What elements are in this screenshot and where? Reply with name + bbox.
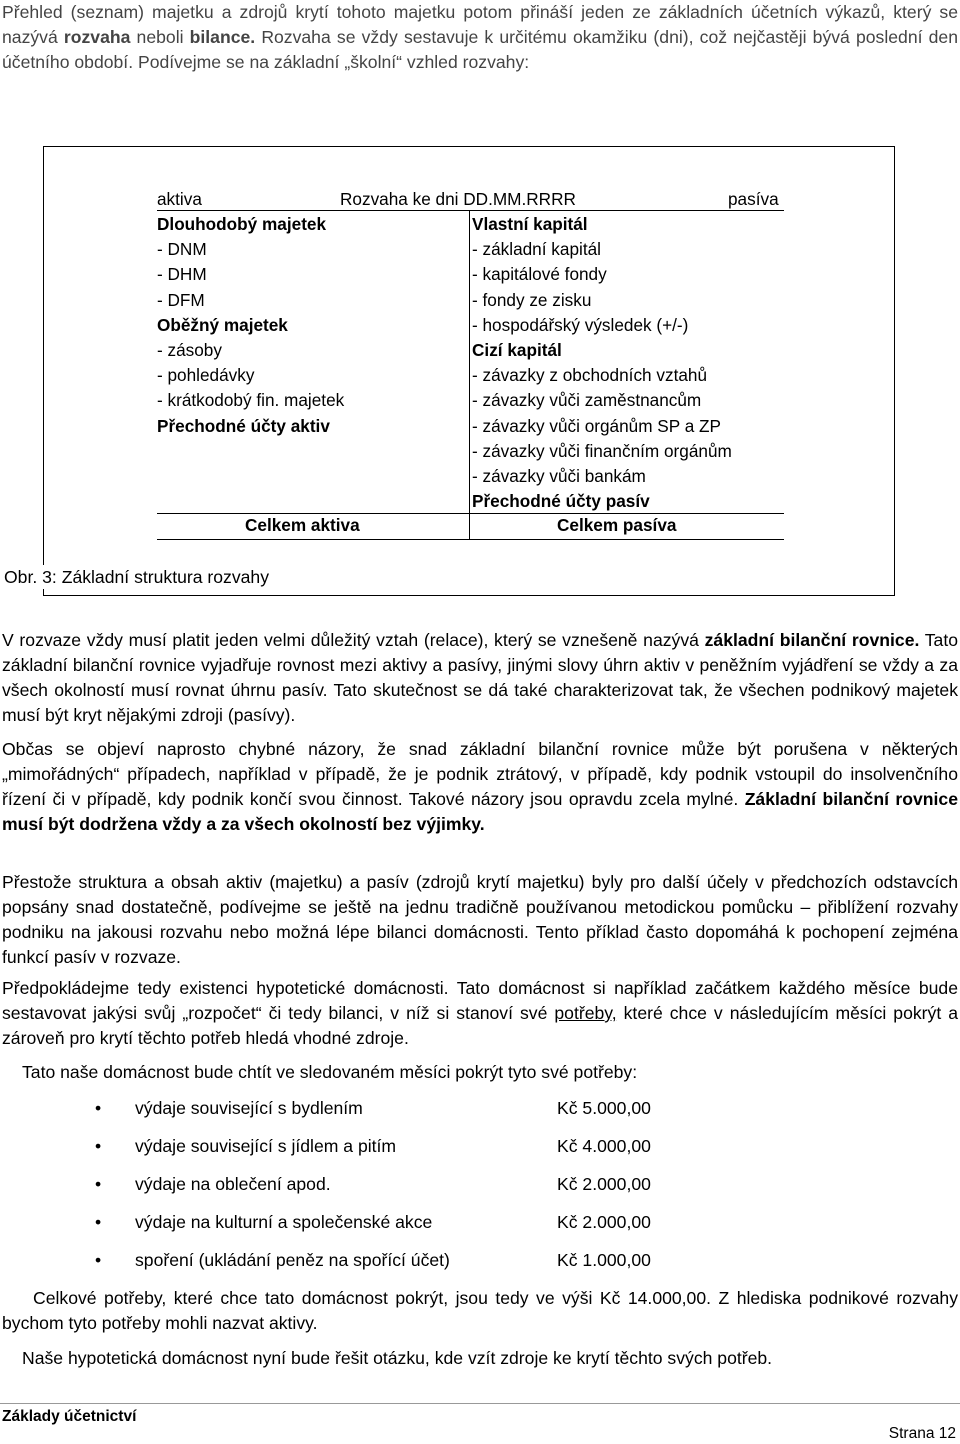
paragraph-sources-question: Naše hypotetická domácnost nyní bude řešit otázku, kde vzít zdroje ke krytí těchto svých potřeb.: [22, 1348, 773, 1368]
liability-item: - kapitálové fondy: [472, 264, 607, 285]
asset-item: - DFM: [157, 289, 205, 310]
footer-title: Základy účetnictví: [2, 1408, 137, 1425]
asset-item: - zásoby: [157, 340, 222, 360]
need-amount: Kč 2.000,00: [557, 1212, 651, 1232]
asset-item: Dlouhodobý majetek: [157, 214, 327, 234]
intro-text-3: Rozvaha se vždy sestavuje k určitému okamžiku (dni), což nejčastěji bývá poslední den účetního období. Podívejme se na základní „školní“ vzhled rozvahy:: [2, 27, 959, 72]
liability-item: - závazky vůči bankám: [472, 466, 646, 486]
asset-item: - pohledávky: [157, 365, 255, 386]
need-label: výdaje související s jídlem a pitím: [135, 1136, 397, 1156]
paragraph-hypothetical-household: [2, 976, 958, 1051]
paragraph-balance-equation: [2, 628, 958, 728]
bullet-icon: •: [95, 1098, 102, 1118]
asset-item: - DNM: [157, 239, 207, 260]
paragraph-misconceptions: [2, 737, 958, 837]
balance-sheet-divider: [469, 210, 470, 540]
liability-item: - závazky vůči orgánům SP a ZP: [472, 415, 722, 436]
page-number: Strana 12: [888, 1425, 956, 1442]
bullet-icon: •: [95, 1212, 102, 1232]
balance-sheet-top-rule: [157, 210, 784, 211]
liability-item: - fondy ze zisku: [472, 289, 592, 310]
need-amount: Kč 2.000,00: [557, 1174, 651, 1194]
p4-underlined-needs: potřeby,: [554, 1003, 617, 1023]
intro-bold-bilance: bilance.: [189, 27, 256, 47]
liability-item: - závazky vůči finančním orgánům: [472, 440, 732, 461]
bullet-icon: •: [95, 1174, 102, 1194]
total-liabilities: Celkem pasíva: [557, 515, 677, 535]
liability-item: - závazky z obchodních vztahů: [472, 365, 708, 386]
need-amount: Kč 5.000,00: [557, 1098, 651, 1118]
figure-caption: Obr. 3: Základní struktura rozvahy: [4, 565, 273, 589]
asset-item: - krátkodobý fin. majetek: [157, 390, 345, 411]
balance-sheet-right-head: pasíva: [728, 189, 779, 209]
intro-bold-rozvaha: rozvaha: [63, 27, 131, 47]
liability-item: - hospodářský výsledek (+/-): [472, 314, 689, 335]
paragraph-needs-intro: Tato naše domácnost bude chtít ve sledovaném měsíci pokrýt tyto své potřeby:: [22, 1062, 638, 1082]
paragraph-total-needs: Celkové potřeby, které chce tato domácnost pokrýt, jsou tedy ve výši Kč 14.000,00. Z hlediska podnikové rozvahy bychom tyto potřeby mohli nazvat aktivy.: [2, 1288, 958, 1333]
balance-sheet-left-head: aktiva: [157, 189, 202, 209]
need-label: spoření (ukládání peněz na spořící účet): [135, 1250, 450, 1270]
liability-item: Cizí kapitál: [472, 340, 562, 360]
liability-item: - závazky vůči zaměstnancům: [472, 390, 702, 411]
p4-text-b: které chce v následujícím měsíci pokrýt a zároveň pro krytí těchto potřeb hledá vhodné zdroje.: [2, 1003, 958, 1048]
intro-text-1: Přehled (seznam) majetku a zdrojů krytí tohoto majetku potom přináší jeden ze základních účetních výkazů, který se nazývá: [2, 2, 958, 47]
footer-rule: [0, 1403, 960, 1404]
balance-sheet-title: Rozvaha ke dni DD.MM.RRRR: [340, 189, 576, 209]
need-label: výdaje na oblečení apod.: [135, 1174, 331, 1194]
need-label: výdaje na kulturní a společenské akce: [135, 1212, 433, 1232]
asset-item: - DHM: [157, 264, 207, 285]
p1-text-a: V rozvaze vždy musí platit jeden velmi důležitý vztah (relace), který se vznešeně nazývá: [2, 630, 705, 650]
paragraph-household-analogy: Přestože struktura a obsah aktiv (majetku) a pasív (zdrojů krytí majetku) byly pro další účely v předchozích odstavcích popsány snad dostatečně, podívejme se ještě na jednu tradičně používanou metodickou pomůcku – přiblížení rozvahy podniku na jakousi rozvahu nebo možná lépe bilanci domácnosti. Tento příklad často dopomáhá k pochopení zejména funkcí pasív v rozvaze.: [2, 872, 958, 967]
asset-item: Oběžný majetek: [157, 314, 288, 335]
bullet-icon: •: [95, 1250, 102, 1270]
p1-bold: základní bilanční rovnice.: [704, 630, 920, 650]
asset-item: Přechodné účty aktiv: [157, 415, 330, 436]
liability-item: - základní kapitál: [472, 239, 601, 260]
p2-text-a: Občas se objeví naprosto chybné názory, že snad základní bilanční rovnice může být porušena v některých „mimořádných“ případech, například v případě, že je podnik ztrátový, v případě, kdy podnik vstoupil do insolvenčního řízení či v případě, kdy podnik končí svou činnost. Takové názory jsou opravdu zcela mylné.: [2, 739, 958, 809]
intro-text-2: neboli: [130, 27, 190, 47]
bullet-icon: •: [95, 1136, 102, 1156]
liability-item: Vlastní kapitál: [472, 214, 588, 234]
p4-text-a: Předpokládejme tedy existenci hypotetické domácnosti. Tato domácnost si například začátkem každého měsíce bude sestavovat jakýsi svůj „rozpočet“ či tedy bilanci, v níž si stanoví své: [2, 978, 958, 1023]
total-assets: Celkem aktiva: [245, 515, 360, 535]
p2-bold: Základní bilanční rovnice musí být dodržena vždy a za všech okolností bez výjimky.: [2, 789, 958, 834]
intro-paragraph: [2, 0, 958, 75]
p1-text-b: Tato základní bilanční rovnice vyjadřuje rovnost mezi aktivy a pasívy, jinými slovy úhrn aktiv v peněžním vyjádření se vždy a za všech okolností musí rovnat úhrnu pasív. Tato skutečnost se dá také charakterizovat tak, že všechen podnikový majetek musí být kryt nějakými zdroji (pasívy).: [2, 630, 959, 725]
need-label: výdaje související s bydlením: [135, 1098, 363, 1118]
need-amount: Kč 1.000,00: [557, 1250, 651, 1270]
need-amount: Kč 4.000,00: [557, 1136, 651, 1156]
balance-sheet-bottom-rule: [157, 539, 784, 540]
liability-item: Přechodné účty pasív: [472, 491, 650, 512]
